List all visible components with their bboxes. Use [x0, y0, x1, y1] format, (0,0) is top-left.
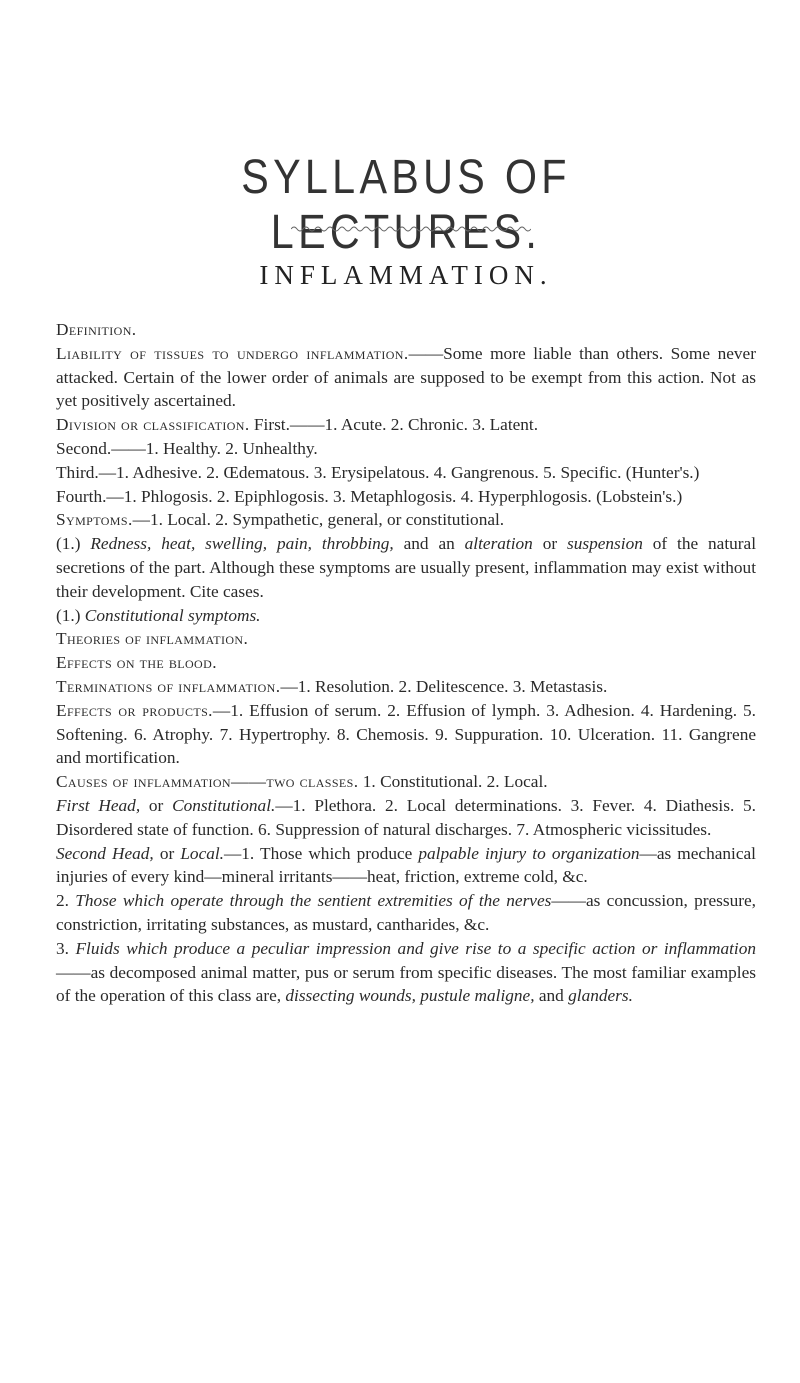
effects-products-paragraph: Effects or products.—1. Effusion of serum. 2. Effusion of lymph. 3. Adhesion. 4. Hardening. 5. Softening. 6. Atrophy. 7. Hypertrophy. 8. Chemosis. 9. Suppuration. 10. Ulceration. 11. Gangrene and mortification. [56, 700, 756, 768]
definition-heading: Definition. [56, 320, 137, 339]
causes-paragraph: Causes of inflammation——two classes. 1. Constitutional. 2. Local. [56, 772, 548, 792]
division-third: Third.—1. Adhesive. 2. Œdematous. 3. Erysipelatous. 4. Gangrenous. 5. Specific. (Hunter's.) [56, 462, 700, 482]
section-title: INFLAMMATION. [259, 260, 553, 290]
decorative-wavy-rule [291, 224, 531, 234]
syllabus-body [56, 318, 756, 1008]
constitutional-symptoms-paragraph: (1.) Constitutional symptoms. [56, 605, 261, 625]
item-2-paragraph: 2. Those which operate through the sentient extremities of the nerves——as concussion, pressure, constriction, irritating substances, as mustard, cantharides, &c. [56, 891, 757, 934]
terminations-paragraph: Terminations of inflammation.—1. Resolution. 2. Delitescence. 3. Metastasis. [56, 676, 608, 696]
symptoms-paragraph: Symptoms.—1. Local. 2. Sympathetic, general, or constitutional. [56, 510, 505, 530]
second-head-paragraph: Second Head, or Local.—1. Those which produce palpable injury to organization—as mechanical injuries of every kind—mineral irritants——heat, friction, extreme cold, &c. [56, 843, 756, 887]
liability-paragraph: Liability of tissues to undergo inflammation.——Some more liable than others. Some never attacked. Certain of the lower order of animals are supposed to be exempt from this action. Not as yet positively ascertained. [56, 343, 756, 411]
effects-blood-heading: Effects on the blood. [56, 653, 217, 673]
division-paragraph: Division or classification. First.——1. Acute. 2. Chronic. 3. Latent. [56, 415, 539, 435]
theories-heading: Theories of inflammation. [56, 629, 249, 649]
division-fourth: Fourth.—1. Phlogosis. 2. Epiphlogosis. 3. Metaphlogosis. 4. Hyperphlogosis. (Lobstein's.) [56, 486, 683, 506]
first-head-paragraph: First Head, or Constitutional.—1. Plethora. 2. Local determinations. 3. Fever. 4. Diathesis. 5. Disordered state of function. 6. Suppression of natural discharges. 7. Atmospheric vicissitudes. [56, 795, 756, 839]
division-second: Second.——1. Healthy. 2. Unhealthy. [56, 438, 318, 458]
page-title: SYLLABUS OF LECTURES. [241, 151, 571, 259]
local-symptoms-paragraph: (1.) Redness, heat, swelling, pain, throbbing, and an alteration or suspension of the natural secretions of the part. Although these symptoms are usually present, inflammation may exist without their development. Cite cases. [56, 534, 756, 601]
item-3-paragraph: 3. Fluids which produce a peculiar impression and give rise to a specific action or inflammation——as decomposed animal matter, pus or serum from specific diseases. The most familiar examples of the operation of this class are, dissecting wounds, pustule maligne, and glanders. [56, 938, 757, 1006]
